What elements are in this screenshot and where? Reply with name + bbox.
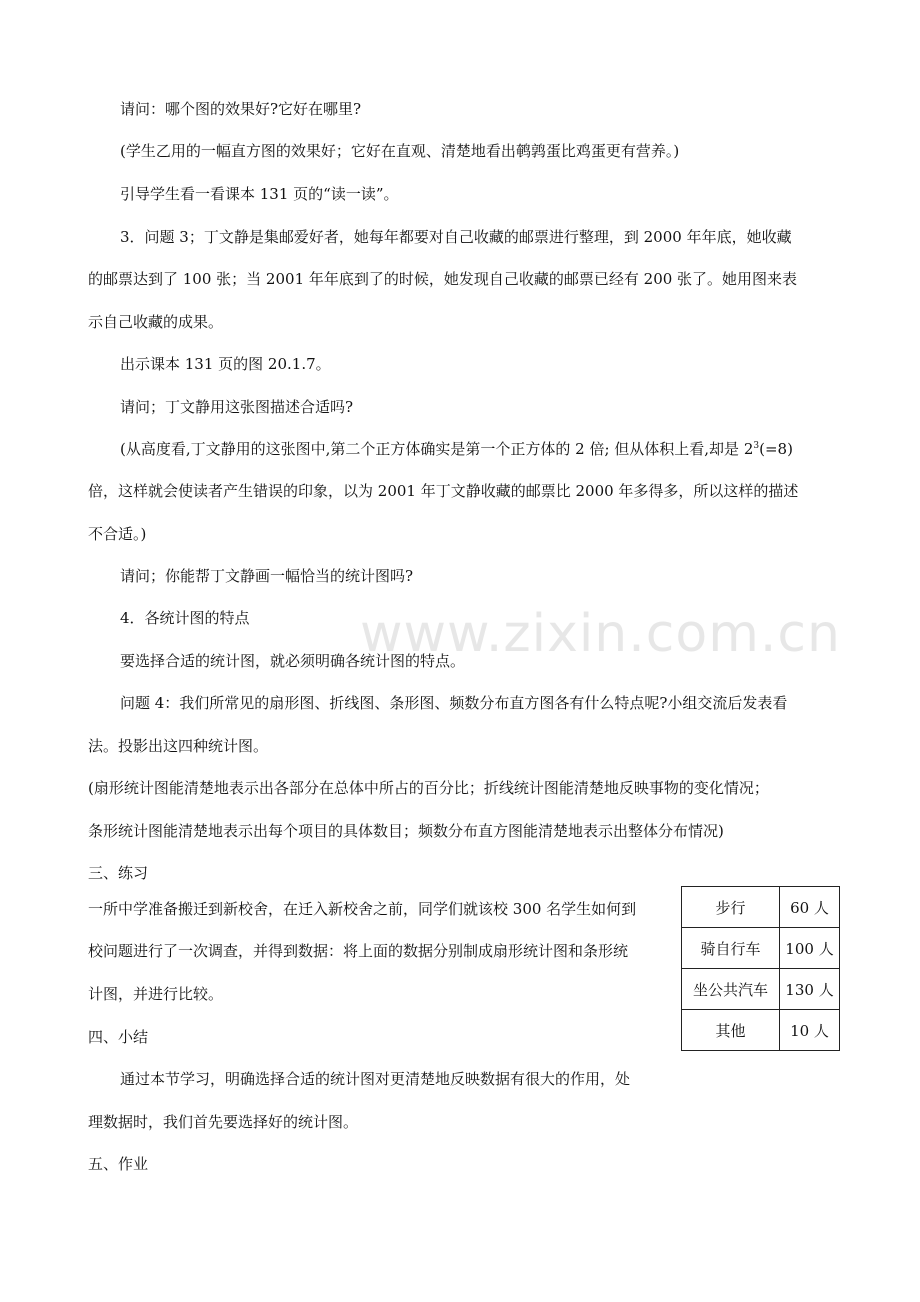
paragraph-line: 示自己收藏的成果。 xyxy=(88,313,224,331)
paragraph-line: 请问；丁文静用这张图描述合适吗? xyxy=(120,398,354,416)
table-row xyxy=(682,928,840,969)
commute-survey-table xyxy=(681,886,840,1051)
table-row xyxy=(682,887,840,928)
paragraph-line: 一所中学准备搬迁到新校舍，在迁入新校舍之前，同学们就该校 300 名学生如何到 xyxy=(88,900,637,918)
watermark: www.zixin.com.cn xyxy=(360,604,841,664)
paragraph-line: 理数据时，我们首先要选择好的统计图。 xyxy=(88,1113,359,1131)
superscript: 3 xyxy=(753,441,760,451)
table-cell-mode: 步行 xyxy=(682,887,780,928)
paragraph-line: 计图，并进行比较。 xyxy=(88,985,224,1003)
paragraph-line: 请问：哪个图的效果好?它好在哪里? xyxy=(120,100,362,118)
table-cell-count: 100 人 xyxy=(780,928,840,969)
paragraph-line: (学生乙用的一幅直方图的效果好；它好在直观、清楚地看出鹌鹑蛋比鸡蛋更有营养。) xyxy=(120,142,680,160)
paragraph-line: 校问题进行了一次调查，并得到数据：将上面的数据分别制成扇形统计图和条形统 xyxy=(88,942,629,960)
paragraph-line: 不合适。) xyxy=(88,525,147,543)
paragraph-line: 请问；你能帮丁文静画一幅恰当的统计图吗? xyxy=(120,567,414,585)
table-cell-mode: 坐公共汽车 xyxy=(682,969,780,1010)
paragraph-line: 通过本节学习，明确选择合适的统计图对更清楚地反映数据有很大的作用，处 xyxy=(120,1070,631,1088)
paragraph-line: 的邮票达到了 100 张；当 2001 年年底到了的时候，她发现自己收藏的邮票已经有 200 张了。她用图来表 xyxy=(88,270,798,288)
line-tail: (=8) xyxy=(759,440,793,458)
section-heading: 三、练习 xyxy=(88,864,149,882)
paragraph-line: 引导学生看一看课本 131 页的“读一读”。 xyxy=(120,185,399,203)
paragraph-line: 出示课本 131 页的图 20.1.7。 xyxy=(120,355,331,373)
paragraph-line: 3．问题 3；丁文静是集邮爱好者，她每年都要对自己收藏的邮票进行整理，到 2000 年年底，她收藏 xyxy=(120,228,792,246)
paragraph-line: 条形统计图能清楚地表示出每个项目的具体数目；频数分布直方图能清楚地表示出整体分布情况) xyxy=(88,822,724,840)
paragraph-line: 法。投影出这四种统计图。 xyxy=(88,737,269,755)
paragraph-line-with-superscript xyxy=(120,438,793,460)
table-cell-count: 130 人 xyxy=(780,969,840,1010)
line-text: (从高度看,丁文静用的这张图中,第二个正方体确实是第一个正方体的 2 倍; 但从体积上看,却是 2 xyxy=(120,440,754,458)
paragraph-line: 问题 4：我们所常见的扇形图、折线图、条形图、频数分布直方图各有什么特点呢?小组交流后发表看 xyxy=(120,694,788,712)
table-cell-count: 60 人 xyxy=(780,887,840,928)
paragraph-line: 要选择合适的统计图，就必须明确各统计图的特点。 xyxy=(120,652,466,670)
table-cell-mode: 骑自行车 xyxy=(682,928,780,969)
section-heading: 四、小结 xyxy=(88,1028,149,1046)
table-cell-mode: 其他 xyxy=(682,1010,780,1051)
table-row xyxy=(682,1010,840,1051)
paragraph-line: 倍，这样就会使读者产生错误的印象，以为 2001 年丁文静收藏的邮票比 2000 年多得多，所以这样的描述 xyxy=(88,482,799,500)
table-cell-count: 10 人 xyxy=(780,1010,840,1051)
table-row xyxy=(682,969,840,1010)
paragraph-line: (扇形统计图能清楚地表示出各部分在总体中所占的百分比；折线统计图能清楚地反映事物的变化情况； xyxy=(88,779,769,797)
section-heading: 五、作业 xyxy=(88,1155,149,1173)
section-heading: 4．各统计图的特点 xyxy=(120,609,250,627)
